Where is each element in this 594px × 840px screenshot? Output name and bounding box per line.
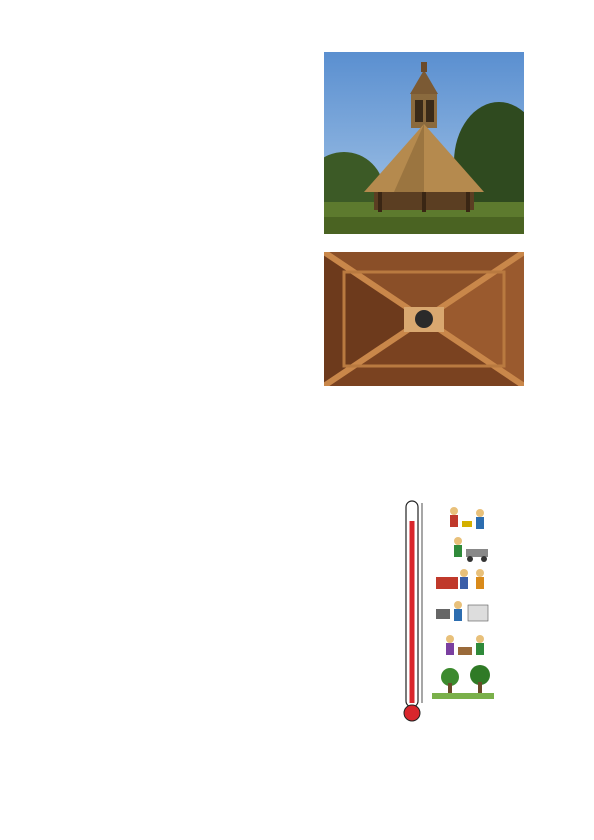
office-scene-icon [436,601,488,621]
street-traffic-scene-icon [436,569,484,589]
belfry-exterior-photo [324,52,524,234]
quiet-park-scene-icon [432,665,494,699]
decibel-thermometer-figure [402,497,498,725]
conversation-scene-icon [446,635,484,655]
belfry-interior-photo [324,252,524,386]
concert-scene-icon [450,507,484,529]
construction-scene-icon [454,537,488,562]
